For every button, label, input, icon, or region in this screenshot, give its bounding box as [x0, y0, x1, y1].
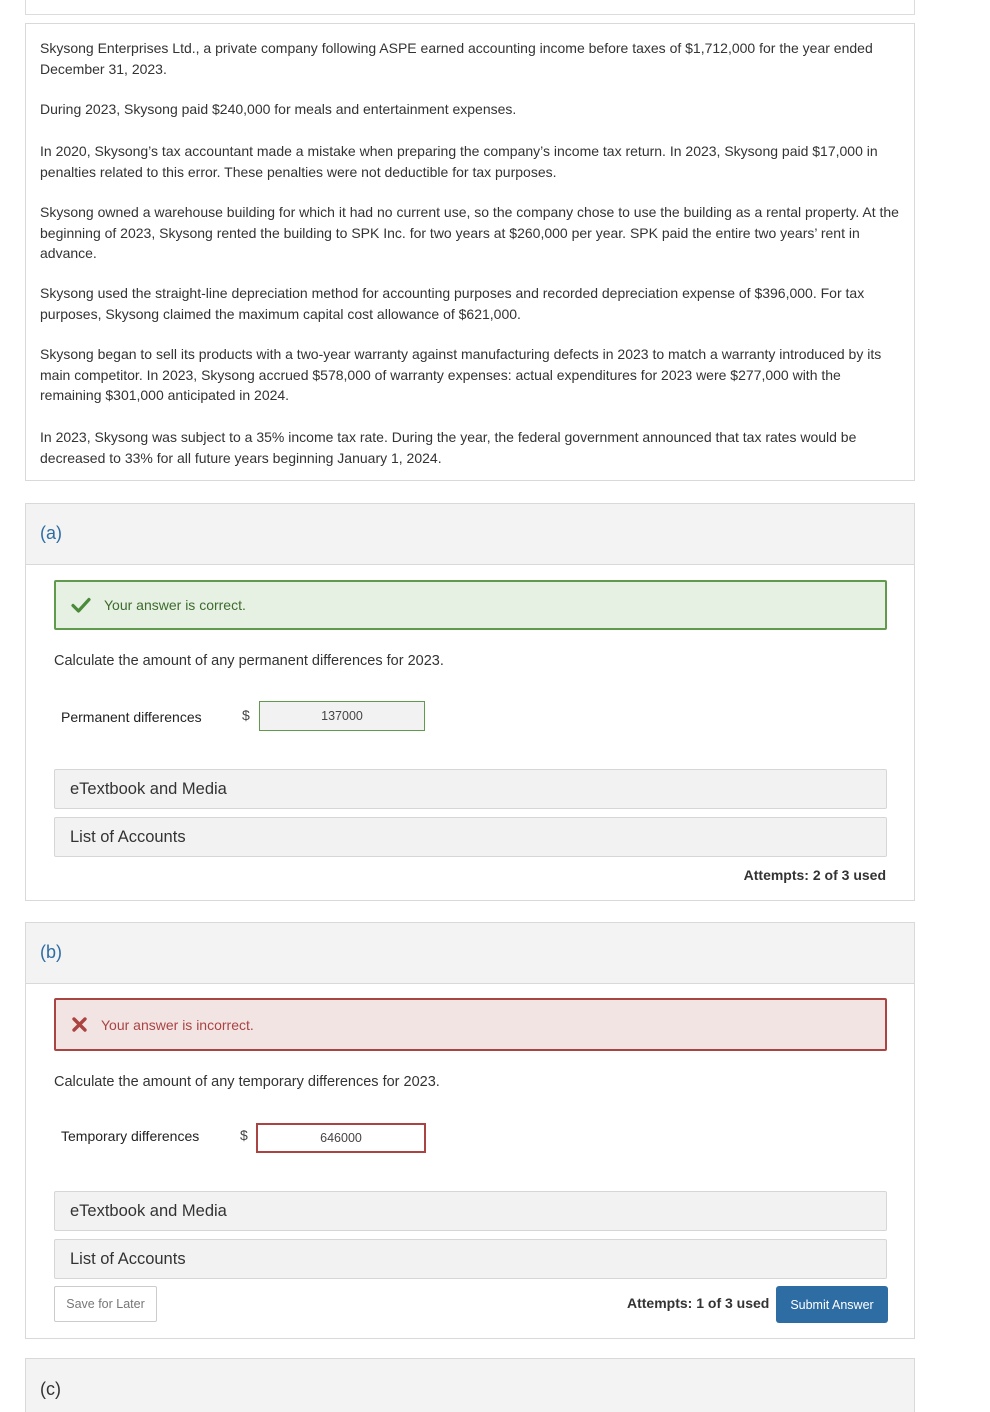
part-b-section [25, 922, 915, 1339]
list-of-accounts-label: List of Accounts [70, 1250, 186, 1268]
problem-paragraph: During 2023, Skysong paid $240,000 for meals and entertainment expenses. [40, 101, 517, 117]
part-c-label: (c) [40, 1379, 61, 1399]
part-b-header [26, 923, 914, 984]
part-c-section [25, 1358, 915, 1412]
permanent-differences-label: Permanent differences [61, 709, 202, 725]
incorrect-feedback-banner [54, 998, 887, 1051]
etextbook-label: eTextbook and Media [70, 780, 227, 798]
problem-paragraph: Skysong Enterprises Ltd., a private company following ASPE earned accounting income before taxes of $1,712,000 for the year ended December 31, 2023. [40, 40, 873, 77]
attempts-counter: Attempts: 1 of 3 used [627, 1295, 770, 1311]
question-text: Calculate the amount of any temporary differences for 2023. [54, 1074, 440, 1090]
etextbook-media-toggle[interactable] [54, 769, 887, 809]
problem-paragraph: In 2023, Skysong was subject to a 35% income tax rate. During the year, the federal government announced that tax rates would be decreased to 33% for all future years beginning January 1, 2024. [40, 429, 857, 466]
problem-statement [25, 23, 915, 481]
problem-paragraph: In 2020, Skysong’s tax accountant made a mistake when preparing the company’s income tax return. In 2023, Skysong paid $17,000 in penalties related to this error. These penalties were not deductible for tax purposes. [40, 143, 878, 180]
problem-paragraph: Skysong owned a warehouse building for which it had no current use, so the company chose to use the building as a rental property. At the beginning of 2023, Skysong rented the building to SPK Inc. for two years at $260,000 per year. SPK paid the entire two years’ rent in advance. [40, 204, 899, 261]
etextbook-media-toggle[interactable] [54, 1191, 887, 1231]
currency-symbol: $ [242, 707, 250, 723]
checkmark-icon [71, 595, 91, 615]
x-mark-icon [70, 1015, 90, 1035]
list-of-accounts-toggle[interactable] [54, 817, 887, 857]
previous-section-edge [25, 0, 915, 15]
save-for-later-button[interactable]: Save for Later [54, 1286, 157, 1322]
correct-feedback-banner [54, 580, 887, 630]
temporary-differences-input[interactable]: 646000 [256, 1123, 426, 1153]
currency-symbol: $ [240, 1127, 248, 1143]
part-b-label: (b) [40, 942, 62, 962]
part-c-header [26, 1359, 914, 1412]
problem-paragraph: Skysong began to sell its products with a two-year warranty against manufacturing defects in 2023 to match a warranty introduced by its main competitor. In 2023, Skysong accrued $578,000 of warranty expenses: actual expenditures for 2023 were $277,000 with the remaining $301,000 anticipated in 2024. [40, 346, 882, 403]
part-a-section [25, 503, 915, 901]
question-text: Calculate the amount of any permanent differences for 2023. [54, 653, 444, 669]
temporary-differences-label: Temporary differences [61, 1128, 200, 1144]
part-a-header [26, 504, 914, 565]
list-of-accounts-toggle[interactable] [54, 1239, 887, 1279]
feedback-text: Your answer is correct. [104, 597, 246, 613]
etextbook-label: eTextbook and Media [70, 1202, 227, 1220]
attempts-counter: Attempts: 2 of 3 used [743, 867, 886, 883]
part-a-label: (a) [40, 523, 62, 543]
problem-paragraph: Skysong used the straight-line depreciation method for accounting purposes and recorded depreciation expense of $396,000. For tax purposes, Skysong claimed the maximum capital cost allowance of $621,000. [40, 285, 865, 322]
list-of-accounts-label: List of Accounts [70, 828, 186, 846]
feedback-text: Your answer is incorrect. [101, 1017, 254, 1033]
permanent-differences-input[interactable]: 137000 [259, 701, 425, 731]
submit-answer-button[interactable]: Submit Answer [776, 1286, 888, 1323]
